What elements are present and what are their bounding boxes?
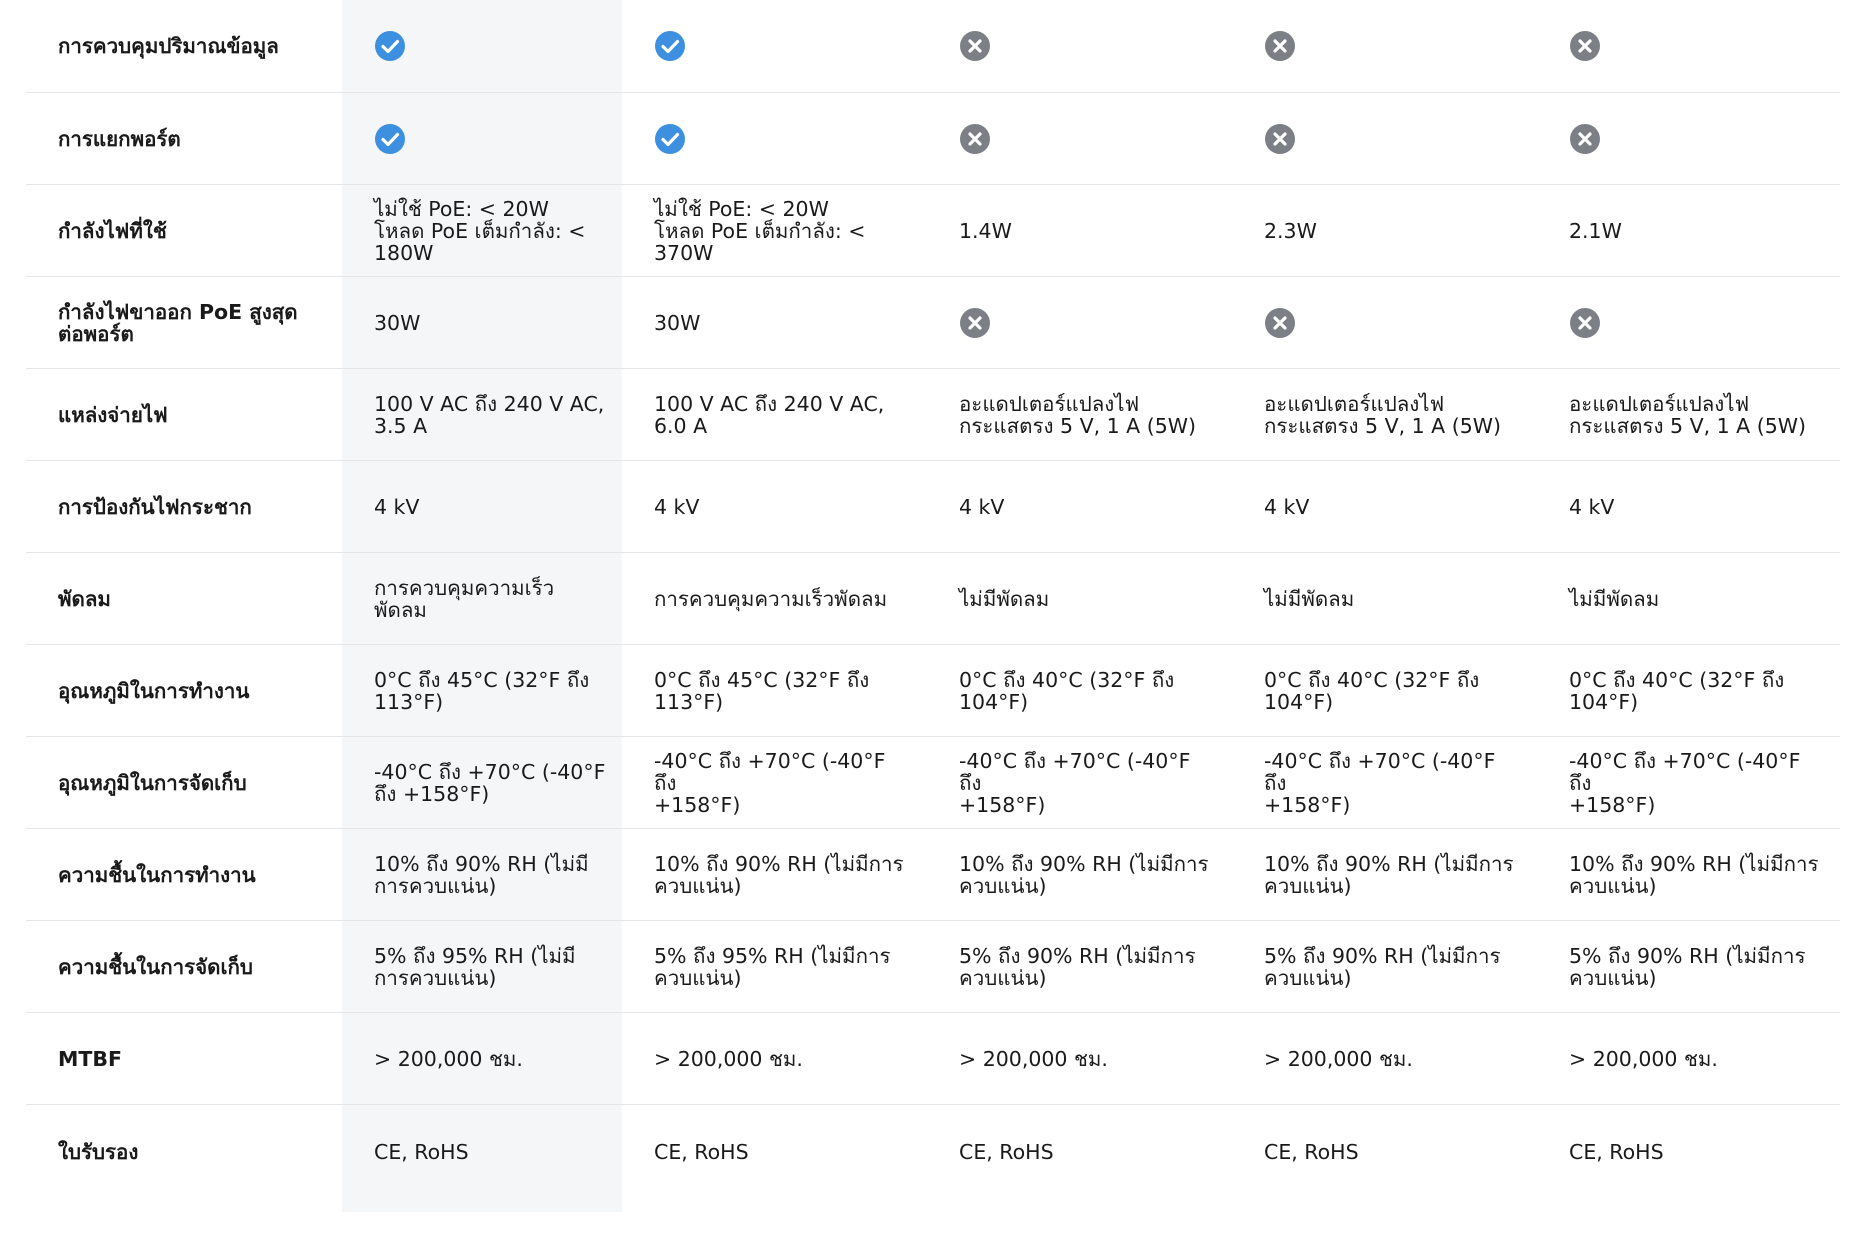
table-row <box>26 369 1840 461</box>
table-cell <box>1232 123 1537 155</box>
row-label: กำลังไฟขาออก PoE สูงสุด ต่อพอร์ต <box>58 299 298 346</box>
row-label: แหล่งจ่ายไฟ <box>58 402 168 427</box>
table-row <box>26 185 1840 277</box>
row-label: MTBF <box>58 1046 123 1071</box>
table-cell: > 200,000 ชม. <box>1264 1046 1413 1071</box>
table-cell: อะแดปเตอร์แปลงไฟ กระแสตรง 5 V, 1 A (5W) <box>1264 391 1502 438</box>
table-cell: 10% ถึง 90% RH (ไม่มีการ ควบแน่น) <box>1264 851 1514 898</box>
table-cell <box>1232 30 1537 62</box>
cross-icon <box>1264 30 1296 62</box>
table-row <box>26 0 1840 93</box>
table-cell: 5% ถึง 95% RH (ไม่มี การควบแน่น) <box>374 943 576 990</box>
table-cell: 30W <box>654 310 701 335</box>
row-label: ความชื้นในการทำงาน <box>58 862 256 887</box>
check-icon <box>374 123 406 155</box>
table-row <box>26 1013 1840 1105</box>
table-cell: ไม่มีพัดลม <box>1569 586 1660 611</box>
table-cell: 4 kV <box>1264 494 1310 519</box>
check-icon <box>654 30 686 62</box>
table-cell <box>622 30 927 62</box>
table-cell: -40°C ถึง +70°C (-40°F ถึง +158°F) <box>654 748 886 817</box>
table-cell <box>927 30 1232 62</box>
table-cell: > 200,000 ชม. <box>654 1046 803 1071</box>
row-label: การแยกพอร์ต <box>58 126 181 151</box>
table-cell: 5% ถึง 90% RH (ไม่มีการ ควบแน่น) <box>959 943 1196 990</box>
table-cell: 1.4W <box>959 218 1012 243</box>
table-cell: CE, RoHS <box>959 1140 1054 1164</box>
table-cell: 2.1W <box>1569 218 1622 243</box>
table-row <box>26 1105 1840 1199</box>
row-label: กำลังไฟที่ใช้ <box>58 218 167 243</box>
table-row <box>26 93 1840 185</box>
table-cell: ไม่ใช้ PoE: < 20W โหลด PoE เต็มกำลัง: < 370W <box>654 196 866 265</box>
table-cell: 10% ถึง 90% RH (ไม่มีการ ควบแน่น) <box>959 851 1209 898</box>
table-cell: อะแดปเตอร์แปลงไฟ กระแสตรง 5 V, 1 A (5W) <box>1569 391 1807 438</box>
table-cell: 0°C ถึง 45°C (32°F ถึง 113°F) <box>654 667 870 714</box>
table-row <box>26 645 1840 737</box>
table-cell <box>622 123 927 155</box>
table-cell: ไม่ใช้ PoE: < 20W โหลด PoE เต็มกำลัง: < 180W <box>374 196 586 265</box>
row-label: การควบคุมปริมาณข้อมูล <box>58 34 279 58</box>
table-cell: 10% ถึง 90% RH (ไม่มีการ ควบแน่น) <box>1569 851 1819 898</box>
table-cell <box>1537 123 1840 155</box>
table-cell <box>342 30 622 62</box>
table-cell: > 200,000 ชม. <box>1569 1046 1718 1071</box>
cross-icon <box>1569 30 1601 62</box>
row-label: การป้องกันไฟกระชาก <box>58 494 252 519</box>
table-cell: CE, RoHS <box>374 1140 469 1164</box>
cross-icon <box>959 123 991 155</box>
table-cell: อะแดปเตอร์แปลงไฟ กระแสตรง 5 V, 1 A (5W) <box>959 391 1197 438</box>
table-cell: CE, RoHS <box>1264 1140 1359 1164</box>
table-cell: 0°C ถึง 40°C (32°F ถึง 104°F) <box>1569 667 1785 714</box>
table-cell: 0°C ถึง 40°C (32°F ถึง 104°F) <box>1264 667 1480 714</box>
table-cell: -40°C ถึง +70°C (-40°F ถึง +158°F) <box>1264 748 1496 817</box>
row-label: ความชื้นในการจัดเก็บ <box>58 954 253 979</box>
spec-comparison-table <box>26 0 1840 1199</box>
table-row <box>26 277 1840 369</box>
table-cell: 100 V AC ถึง 240 V AC, 6.0 A <box>654 391 885 438</box>
cross-icon <box>1264 123 1296 155</box>
table-cell: 4 kV <box>654 494 700 519</box>
cross-icon <box>1569 307 1601 339</box>
table-cell <box>927 123 1232 155</box>
table-cell: -40°C ถึง +70°C (-40°F ถึง +158°F) <box>959 748 1191 817</box>
table-cell: CE, RoHS <box>1569 1140 1664 1164</box>
table-row <box>26 461 1840 553</box>
table-row <box>26 921 1840 1013</box>
table-cell: CE, RoHS <box>654 1140 749 1164</box>
row-label: อุณหภูมิในการทำงาน <box>58 678 250 703</box>
table-cell: 5% ถึง 90% RH (ไม่มีการ ควบแน่น) <box>1264 943 1501 990</box>
table-cell: ไม่มีพัดลม <box>1264 586 1355 611</box>
table-cell: 10% ถึง 90% RH (ไม่มีการ ควบแน่น) <box>654 851 904 898</box>
table-row <box>26 553 1840 645</box>
table-cell: 30W <box>374 310 421 335</box>
row-label: อุณหภูมิในการจัดเก็บ <box>58 770 247 795</box>
table-cell <box>1537 30 1840 62</box>
table-cell <box>1232 307 1537 339</box>
table-row <box>26 737 1840 829</box>
cross-icon <box>959 30 991 62</box>
cross-icon <box>1264 307 1296 339</box>
table-cell: -40°C ถึง +70°C (-40°F ถึง +158°F) <box>1569 748 1801 817</box>
table-row <box>26 829 1840 921</box>
table-cell: > 200,000 ชม. <box>374 1046 523 1071</box>
table-cell <box>927 307 1232 339</box>
table-cell: ไม่มีพัดลม <box>959 586 1050 611</box>
table-cell: 0°C ถึง 40°C (32°F ถึง 104°F) <box>959 667 1175 714</box>
table-cell: 100 V AC ถึง 240 V AC, 3.5 A <box>374 391 605 438</box>
row-label: พัดลม <box>58 586 111 611</box>
cross-icon <box>959 307 991 339</box>
table-cell: 5% ถึง 95% RH (ไม่มีการ ควบแน่น) <box>654 943 891 990</box>
table-cell: 0°C ถึง 45°C (32°F ถึง 113°F) <box>374 667 590 714</box>
table-cell: 10% ถึง 90% RH (ไม่มี การควบแน่น) <box>374 851 589 898</box>
check-icon <box>654 123 686 155</box>
table-cell: 5% ถึง 90% RH (ไม่มีการ ควบแน่น) <box>1569 943 1806 990</box>
table-cell: 2.3W <box>1264 218 1317 243</box>
row-label: ใบรับรอง <box>58 1140 139 1164</box>
table-cell: 4 kV <box>959 494 1005 519</box>
check-icon <box>374 30 406 62</box>
table-cell: > 200,000 ชม. <box>959 1046 1108 1071</box>
table-cell: การควบคุมความเร็วพัดลม <box>654 586 888 611</box>
table-cell <box>1537 307 1840 339</box>
table-cell: 4 kV <box>1569 494 1615 519</box>
cross-icon <box>1569 123 1601 155</box>
table-cell <box>342 123 622 155</box>
table-cell: -40°C ถึง +70°C (-40°F ถึง +158°F) <box>374 759 606 806</box>
table-cell: การควบคุมความเร็ว พัดลม <box>374 575 555 622</box>
table-cell: 4 kV <box>374 494 420 519</box>
